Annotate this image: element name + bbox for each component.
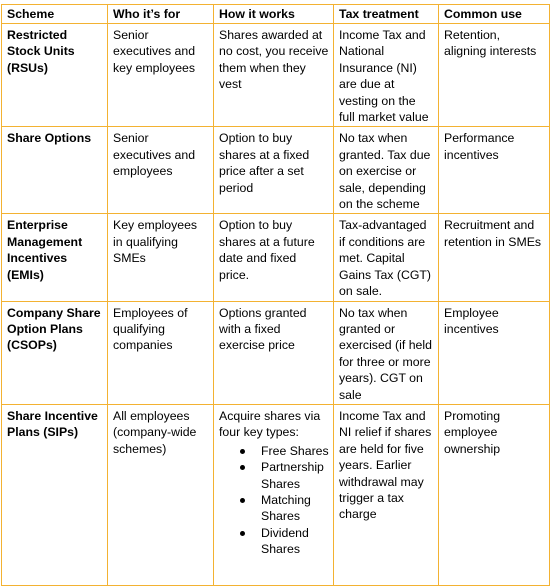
share-schemes-table	[1, 4, 550, 586]
cell-who: Senior executives and employees	[108, 127, 214, 214]
cell-who: Employees of qualifying companies	[108, 301, 214, 404]
cell-tax: No tax when granted. Tax due on exercise or sale, depending on the scheme	[334, 127, 439, 214]
cell-tax: Tax-advantaged if conditions are met. Capital Gains Tax (CGT) on sale.	[334, 214, 439, 301]
table-row	[2, 127, 550, 214]
header-scheme: Scheme	[2, 5, 108, 24]
header-use: Common use	[439, 5, 550, 24]
cell-use: Retention, aligning interests	[439, 24, 550, 127]
header-who: Who it’s for	[108, 5, 214, 24]
cell-tax: No tax when granted or exercised (if held for three or more years). CGT on sale	[334, 301, 439, 404]
cell-who: Senior executives and key employees	[108, 24, 214, 127]
cell-how: Option to buy shares at a future date and fixed price.	[214, 214, 334, 301]
cell-use: Promoting employee ownership	[439, 404, 550, 585]
cell-tax: Income Tax and National Insurance (NI) are due at vesting on the full market value	[334, 24, 439, 127]
cell-who: All employees (company-wide schemes)	[108, 404, 214, 585]
cell-how: Options granted with a fixed exercise price	[214, 301, 334, 404]
table-row	[2, 24, 550, 127]
cell-use: Employee incentives	[439, 301, 550, 404]
list-item: Partnership Shares	[219, 459, 329, 492]
cell-scheme: Share Incentive Plans (SIPs)	[2, 404, 108, 585]
list-item: Free Shares	[219, 443, 329, 459]
cell-how: Option to buy shares at a fixed price after a set period	[214, 127, 334, 214]
list-item: Matching Shares	[219, 492, 329, 525]
share-types-list	[219, 443, 329, 558]
cell-scheme: Enterprise Management Incentives (EMIs)	[2, 214, 108, 301]
table-row	[2, 404, 550, 585]
cell-use: Performance incentives	[439, 127, 550, 214]
cell-scheme: Restricted Stock Units (RSUs)	[2, 24, 108, 127]
cell-how: Shares awarded at no cost, you receive them when they vest	[214, 24, 334, 127]
header-how: How it works	[214, 5, 334, 24]
table-row	[2, 214, 550, 301]
list-item: Dividend Shares	[219, 525, 329, 558]
cell-who: Key employees in qualifying SMEs	[108, 214, 214, 301]
cell-scheme: Share Options	[2, 127, 108, 214]
cell-scheme: Company Share Option Plans (CSOPs)	[2, 301, 108, 404]
header-row	[2, 5, 550, 24]
table-row	[2, 301, 550, 404]
cell-tax: Income Tax and NI relief if shares are held for five years. Earlier withdrawal may trigger a tax charge	[334, 404, 439, 585]
cell-use: Recruitment and retention in SMEs	[439, 214, 550, 301]
header-tax: Tax treatment	[334, 5, 439, 24]
cell-how	[214, 404, 334, 585]
cell-how-intro: Acquire shares via four key types:	[219, 408, 321, 440]
